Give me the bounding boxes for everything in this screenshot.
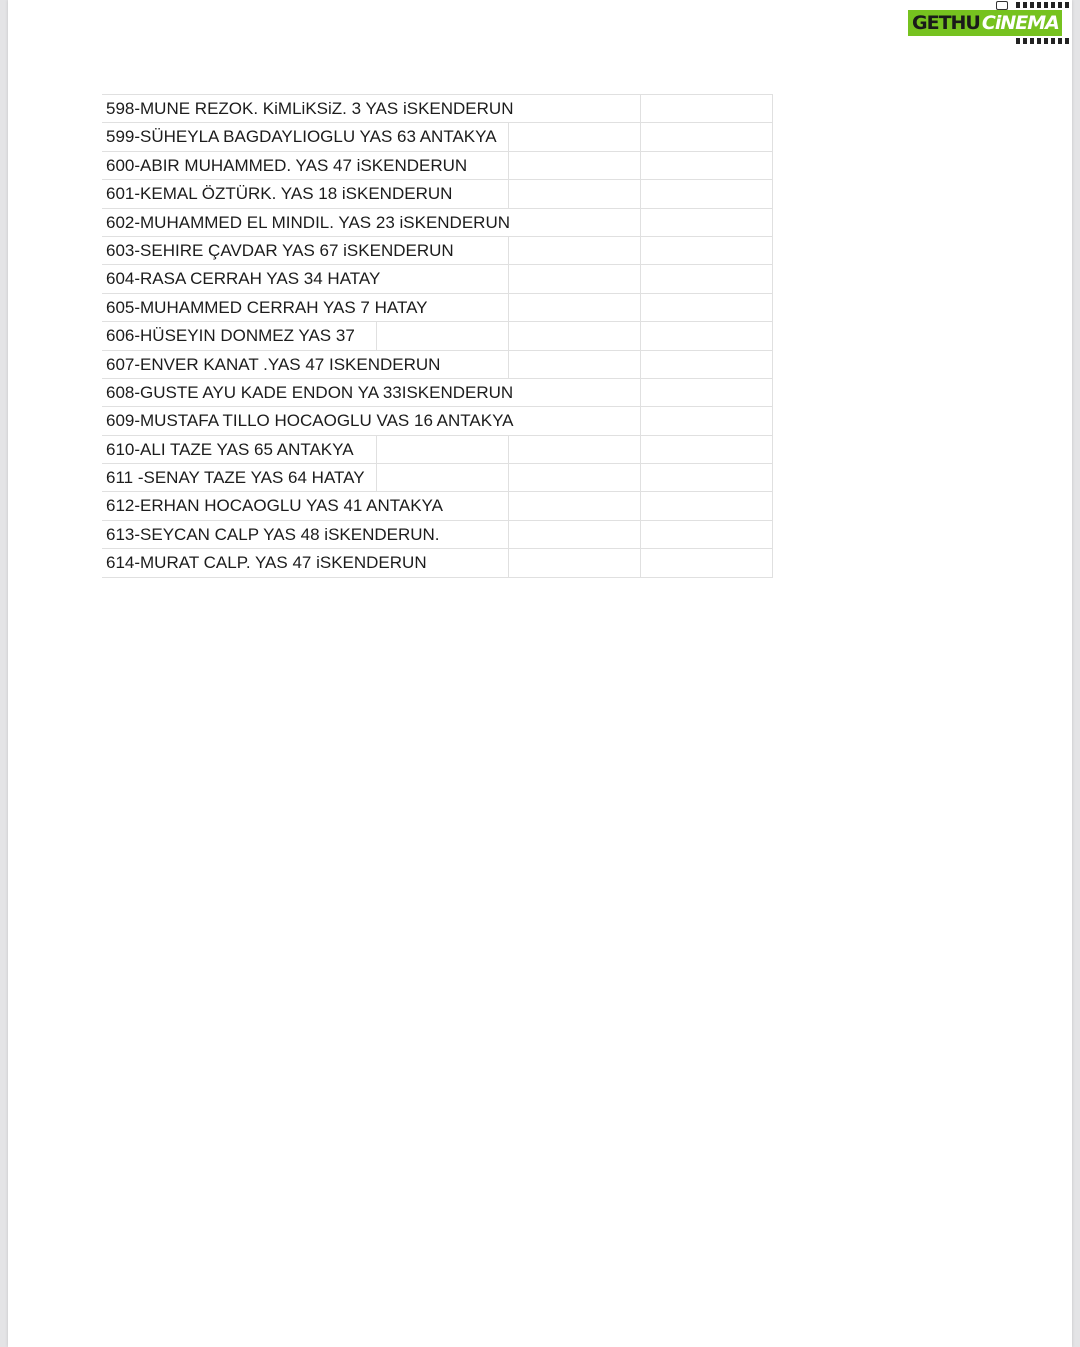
document-page xyxy=(8,0,1072,1347)
table-row xyxy=(102,521,773,549)
grid-line xyxy=(772,464,773,492)
table-cell: 601-KEMAL ÖZTÜRK. YAS 18 iSKENDERUN xyxy=(102,180,509,207)
grid-line xyxy=(772,95,773,123)
table-cell: 598-MUNE REZOK. KiMLiKSiZ. 3 YAS iSKENDERUN xyxy=(102,95,641,122)
grid-line xyxy=(772,379,773,407)
grid-line xyxy=(772,492,773,520)
film-strip-icon xyxy=(1016,38,1070,44)
table-row xyxy=(102,265,773,293)
camera-icon xyxy=(996,1,1008,10)
table-cell: 600-ABIR MUHAMMED. YAS 47 iSKENDERUN xyxy=(102,152,509,179)
grid-line xyxy=(772,521,773,549)
grid-line xyxy=(772,407,773,435)
grid-line xyxy=(640,180,641,208)
grid-line xyxy=(772,180,773,208)
table-row xyxy=(102,436,773,464)
table-cell: 609-MUSTAFA TILLO HOCAOGLU VAS 16 ANTAKYA xyxy=(102,407,641,434)
table-cell: 599-SÜHEYLA BAGDAYLIOGLU YAS 63 ANTAKYA xyxy=(102,123,509,150)
grid-line xyxy=(772,237,773,265)
watermark-text-2: CiNEMA xyxy=(981,10,1062,36)
table-cell: 612-ERHAN HOCAOGLU YAS 41 ANTAKYA xyxy=(102,492,509,519)
grid-line xyxy=(640,294,641,322)
table-row xyxy=(102,549,773,577)
grid-line xyxy=(640,464,641,492)
table-cell: 606-HÜSEYIN DONMEZ YAS 37 xyxy=(102,322,377,349)
grid-line xyxy=(772,209,773,237)
spreadsheet-table xyxy=(102,94,774,578)
table-row xyxy=(102,492,773,520)
table-row xyxy=(102,351,773,379)
grid-line xyxy=(772,436,773,464)
grid-line xyxy=(772,152,773,180)
grid-line xyxy=(772,322,773,350)
table-cell: 602-MUHAMMED EL MINDIL. YAS 23 iSKENDERUN xyxy=(102,209,641,236)
grid-line xyxy=(772,123,773,151)
table-cell: 611 -SENAY TAZE YAS 64 HATAY xyxy=(102,464,377,491)
grid-line xyxy=(640,237,641,265)
table-cell: 607-ENVER KANAT .YAS 47 ISKENDERUN xyxy=(102,351,509,378)
table-cell: 604-RASA CERRAH YAS 34 HATAY xyxy=(102,265,509,292)
grid-line xyxy=(640,123,641,151)
grid-line xyxy=(772,294,773,322)
grid-line xyxy=(772,549,773,577)
table-row xyxy=(102,94,773,123)
table-cell: 610-ALI TAZE YAS 65 ANTAKYA xyxy=(102,436,377,463)
table-row xyxy=(102,379,773,407)
table-cell: 613-SEYCAN CALP YAS 48 iSKENDERUN. xyxy=(102,521,509,548)
watermark-logo xyxy=(908,6,1070,40)
watermark-text-1: GETHU xyxy=(908,10,981,36)
table-row xyxy=(102,180,773,208)
grid-line xyxy=(640,322,641,350)
grid-line xyxy=(640,549,641,577)
grid-line xyxy=(508,322,509,350)
table-cell: 608-GUSTE AYU KADE ENDON YA 33ISKENDERUN xyxy=(102,379,641,406)
grid-line xyxy=(508,464,509,492)
table-row xyxy=(102,123,773,151)
grid-line xyxy=(508,436,509,464)
film-strip-icon xyxy=(1016,2,1070,8)
table-row xyxy=(102,237,773,265)
table-row xyxy=(102,209,773,237)
table-row xyxy=(102,294,773,322)
grid-line xyxy=(640,351,641,379)
grid-line xyxy=(640,152,641,180)
table-cell: 603-SEHIRE ÇAVDAR YAS 67 iSKENDERUN xyxy=(102,237,509,264)
table-cell: 605-MUHAMMED CERRAH YAS 7 HATAY xyxy=(102,294,509,321)
grid-line xyxy=(640,521,641,549)
table-row xyxy=(102,464,773,492)
table-row xyxy=(102,322,773,350)
table-row xyxy=(102,407,773,435)
grid-line xyxy=(772,351,773,379)
grid-line xyxy=(640,265,641,293)
table-row xyxy=(102,152,773,180)
table-cell: 614-MURAT CALP. YAS 47 iSKENDERUN xyxy=(102,549,509,576)
grid-line xyxy=(772,265,773,293)
grid-line xyxy=(640,436,641,464)
grid-line xyxy=(640,492,641,520)
